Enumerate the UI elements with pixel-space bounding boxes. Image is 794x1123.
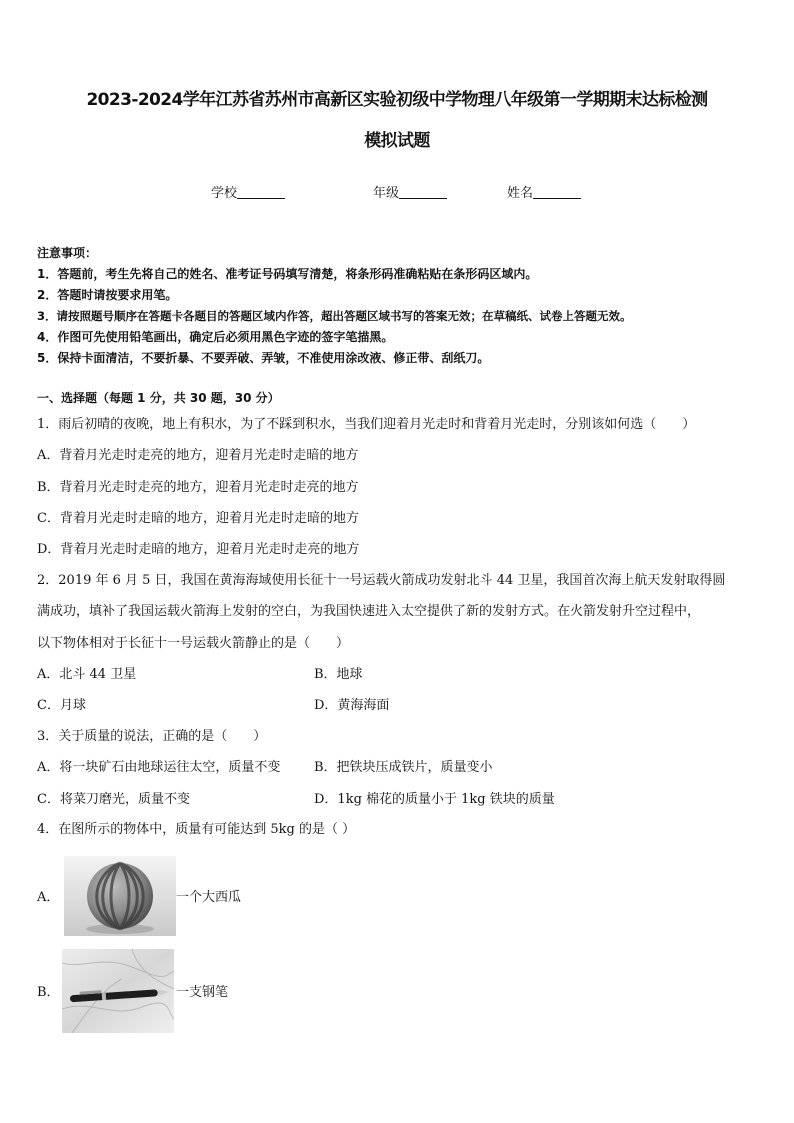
name-blank xyxy=(533,186,581,199)
option-a: A．北斗 44 卫星 xyxy=(37,667,137,682)
notes-heading: 注意事项： xyxy=(37,246,98,260)
question-stem: 满成功，填补了我国运载火箭海上发射的空白，为我国快速进入太空提供了新的发射方式。在火箭发射升空过程中， xyxy=(37,604,701,619)
question-stem: 2．2019 年 6 月 5 日，我国在黄海海域使用长征十一号运载火箭成功发射北斗 44 卫星，我国首次海上航天发射取得圆 xyxy=(37,573,726,588)
exam-title-line1: 2023-2024学年江苏省苏州市高新区实验初级中学物理八年级第一学期期末达标检测 xyxy=(86,90,708,110)
option-b: B．把铁块压成铁片，质量变小 xyxy=(314,760,493,775)
note-item: 1．答题前，考生先将自己的姓名、准考证号码填写清楚，将条形码准确粘贴在条形码区域内。 xyxy=(37,267,538,281)
school-blank xyxy=(237,186,285,199)
option-c: C．背着月光走时走暗的地方，迎着月光走时走暗的地方 xyxy=(37,511,359,526)
grade-field xyxy=(373,182,447,201)
school-label: 学校 xyxy=(211,186,238,201)
option-d: D．黄海海面 xyxy=(314,698,390,713)
grade-label: 年级 xyxy=(373,186,400,201)
option-b-letter: B． xyxy=(37,985,60,1000)
option-a: A．将一块矿石由地球运往太空，质量不变 xyxy=(37,760,281,775)
option-a-caption: 一个大西瓜 xyxy=(176,890,242,905)
school-field xyxy=(211,182,285,201)
pen-photo xyxy=(62,949,174,1033)
option-a: A．背着月光走时走亮的地方，迎着月光走时走暗的地方 xyxy=(37,448,359,463)
note-item: 2．答题时请按要求用笔。 xyxy=(37,288,178,302)
watermelon-photo xyxy=(64,856,176,936)
option-d: D．1kg 棉花的质量小于 1kg 铁块的质量 xyxy=(314,792,555,807)
option-c: C．月球 xyxy=(37,698,86,713)
question-stem: 4．在图所示的物体中，质量有可能达到 5kg 的是（ ） xyxy=(37,822,356,837)
grade-blank xyxy=(399,186,447,199)
exam-title-line2: 模拟试题 xyxy=(364,131,430,151)
note-item: 5．保持卡面清洁，不要折暴、不要弄破、弄皱，不准使用涂改液、修正带、刮纸刀。 xyxy=(37,351,490,365)
section-heading: 一、选择题（每题 1 分，共 30 题，30 分） xyxy=(37,391,280,405)
option-b: B．地球 xyxy=(314,667,363,682)
question-stem: 以下物体相对于长征十一号运载火箭静止的是（ ） xyxy=(37,636,350,651)
option-a-letter: A． xyxy=(37,890,60,905)
option-b-caption: 一支钢笔 xyxy=(176,985,229,1000)
note-item: 4．作图可先使用铅笔画出，确定后必须用黑色字迹的签字笔描黑。 xyxy=(37,330,394,344)
question-stem: 3．关于质量的说法，正确的是（ ） xyxy=(37,729,267,744)
note-item: 3．请按照题号顺序在答题卡各题目的答题区域内作答，超出答题区域书写的答案无效；在草稿纸、试卷上答题无效。 xyxy=(37,309,632,323)
name-field xyxy=(507,182,581,201)
option-d: D．背着月光走时走暗的地方，迎着月光走时走亮的地方 xyxy=(37,542,360,557)
option-b: B．背着月光走时走亮的地方，迎着月光走时走亮的地方 xyxy=(37,480,359,495)
question-stem: 1．雨后初晴的夜晚，地上有积水，为了不踩到积水，当我们迎着月光走时和背着月光走时，分别该如何选（ ） xyxy=(37,417,696,432)
option-c: C．将菜刀磨光，质量不变 xyxy=(37,792,190,807)
name-label: 姓名 xyxy=(507,186,534,201)
